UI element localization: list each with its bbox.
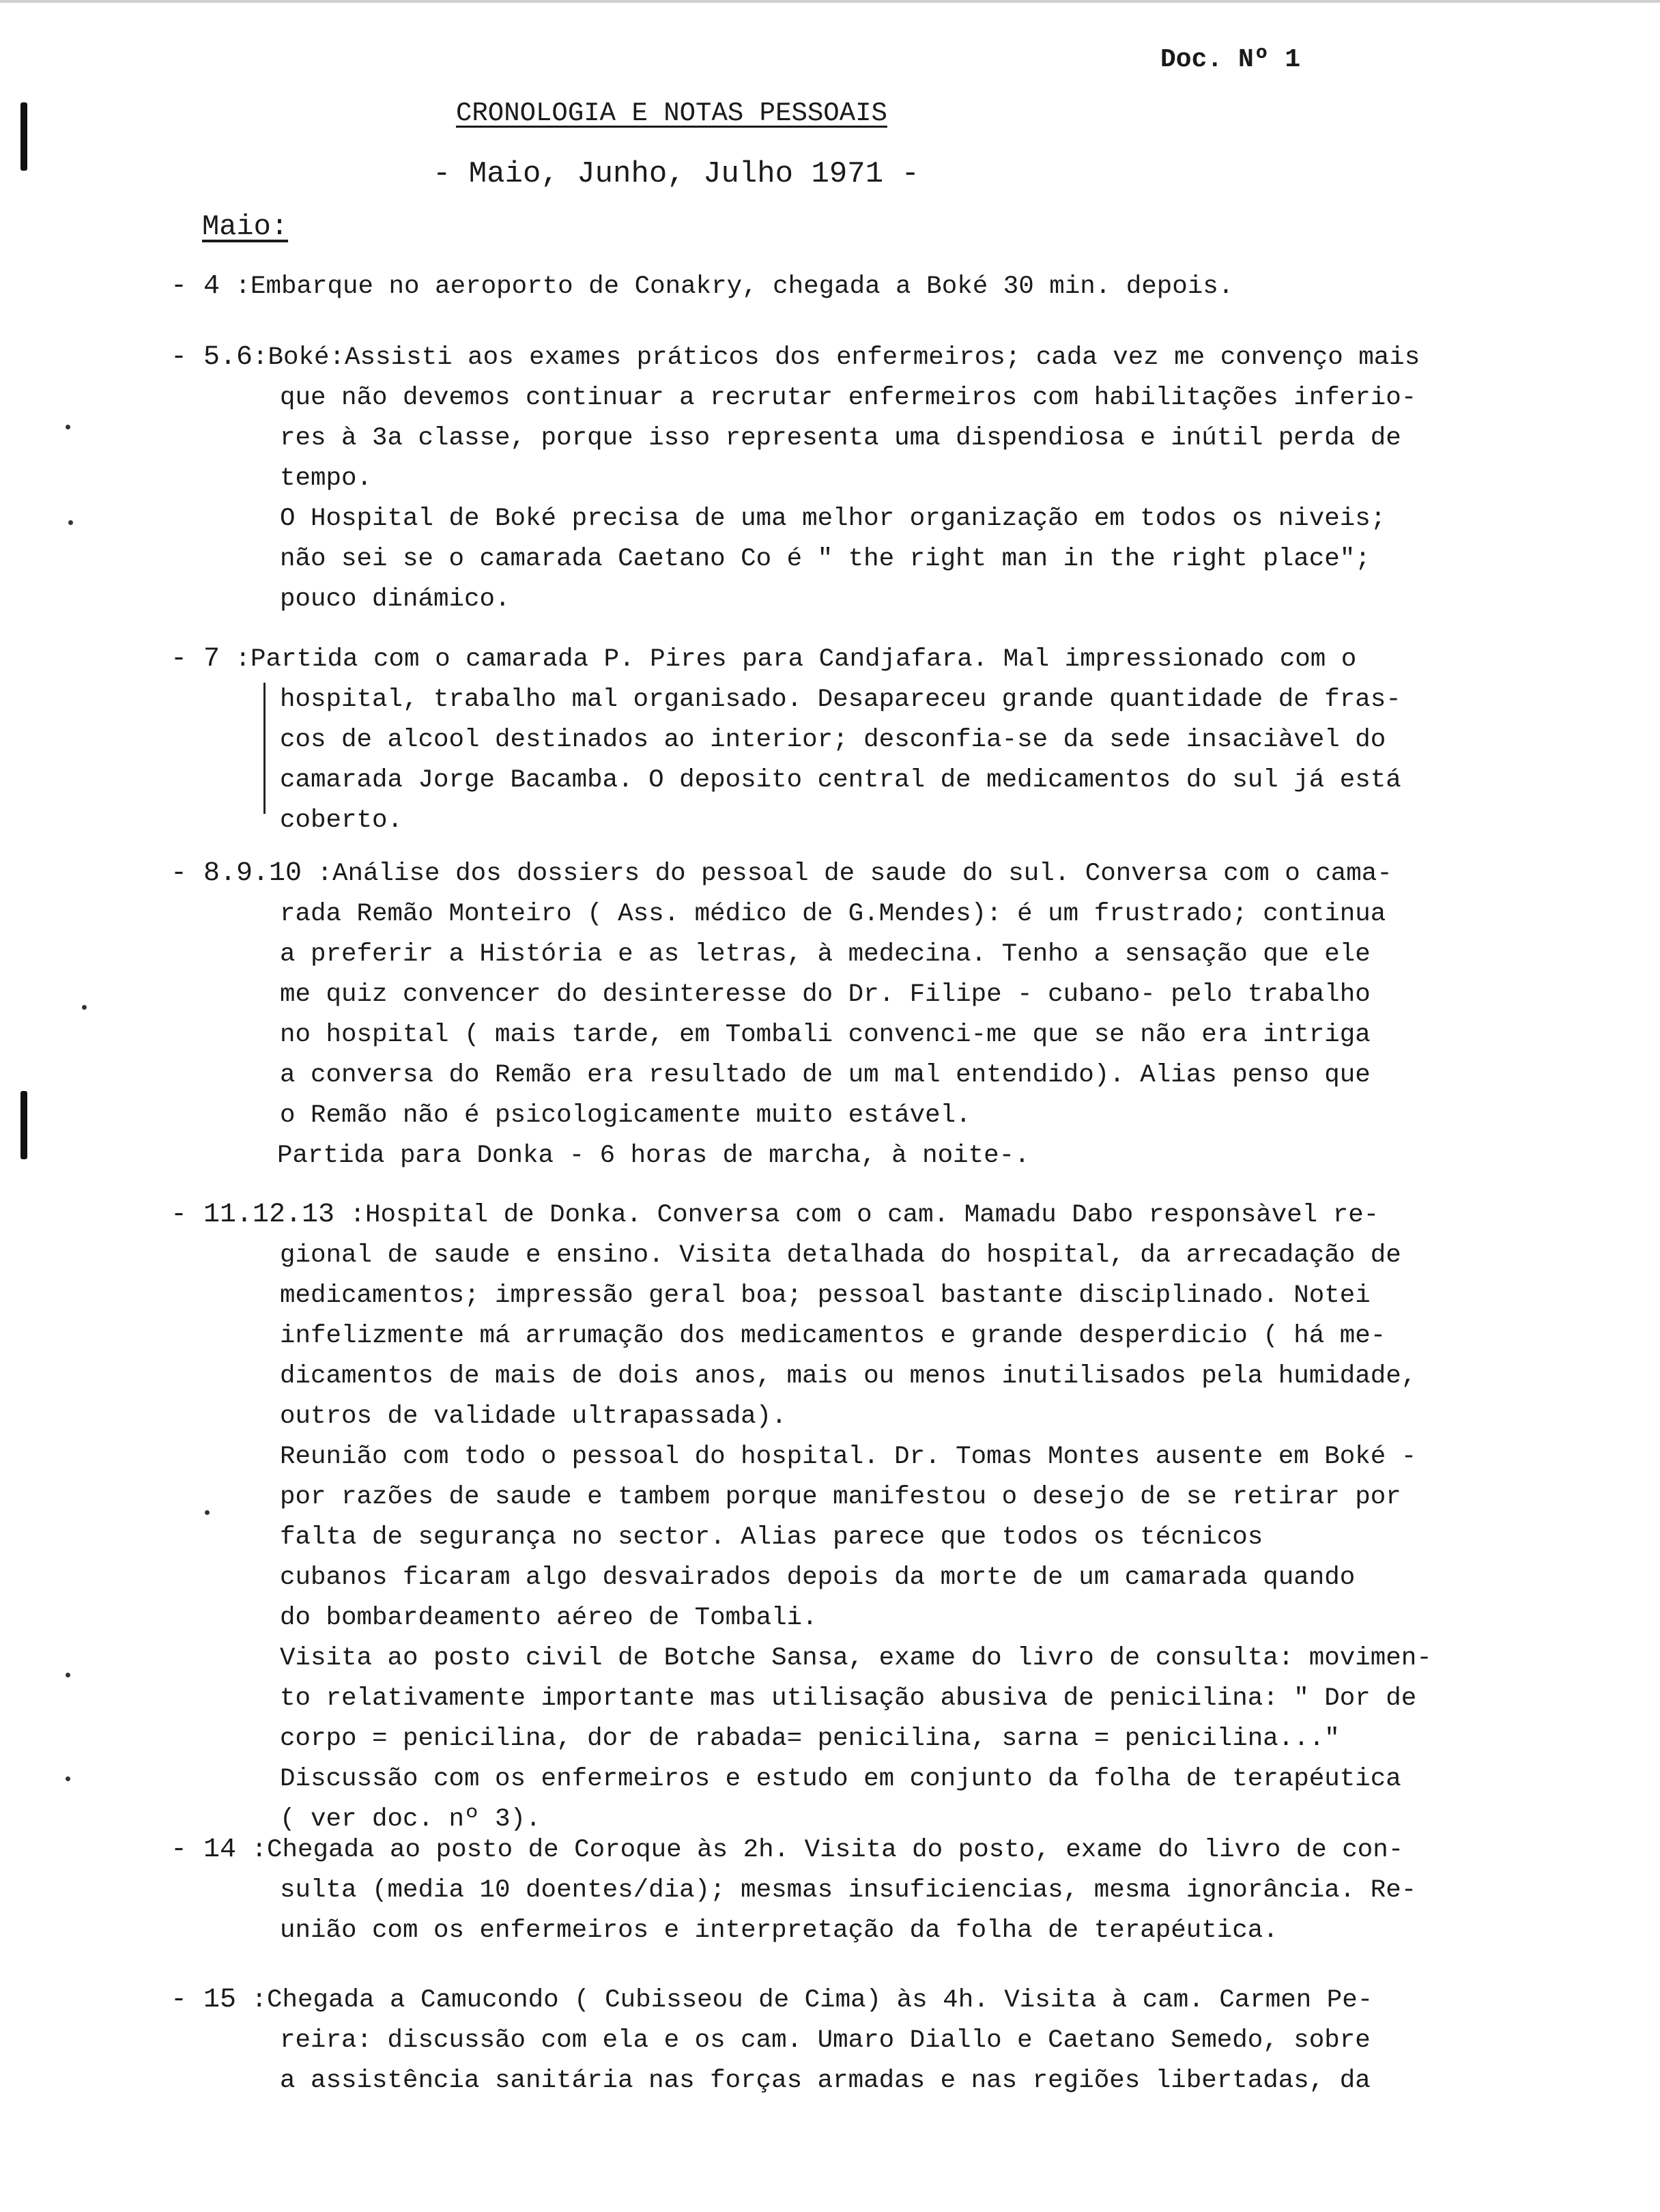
diary-entry <box>171 337 1625 620</box>
margin-mark <box>20 1091 27 1159</box>
margin-speck <box>82 1005 87 1010</box>
entry-date: - 4 <box>171 271 220 302</box>
entry-first-line <box>171 1830 1625 1871</box>
entry-first-line <box>171 266 1625 307</box>
entry-date: - 15 <box>171 1985 237 2015</box>
document-subtitle: - Maio, Junho, Julho 1971 - <box>433 157 919 191</box>
diary-entry <box>171 639 1625 841</box>
entry-date: - 14 <box>171 1834 237 1865</box>
diary-entry <box>171 1980 1625 2101</box>
entry-paragraph: reira: discussão com ela e os cam. Umaro Diallo e Caetano Semedo, sobre a assistência sanitária nas forças armadas e nas regiões libertadas, da <box>280 2026 1371 2095</box>
entry-paragraph: gional de saude e ensino. Visita detalhada do hospital, da arrecadação de medicamentos; impressão geral boa; pessoal bastante disciplinado. Notei infelizmente má arrumação dos medicamentos e grande desperdicio ( há me- dicamentos de mais de dois anos, mais ou menos inutilisados pela humidade, outros de validade ultrapassada). <box>280 1241 1417 1431</box>
entry-paragraph: Visita ao posto civil de Botche Sansa, exame do livro de consulta: movimen- to relativamente importante mas utilisação abusiva de penicilina: " Dor de corpo = penicilina, dor de rabada= penicilina, sarna = penicilina..." Discussão com os enfermeiros e estudo em conjunto da folha de terapéutica ( ver doc. nº 3). <box>280 1644 1432 1834</box>
entry-first-line <box>171 853 1625 894</box>
entry-paragraph: que não devemos continuar a recrutar enfermeiros com habilitações inferio- res à 3a classe, porque isso representa uma dispendiosa e inútil perda de tempo. <box>280 384 1417 493</box>
entry-text: :Boké:Assisti aos exames práticos dos enfermeiros; cada vez me convenço mais <box>253 343 1420 372</box>
document-title: CRONOLOGIA E NOTAS PESSOAIS <box>456 98 887 128</box>
entry-first-line <box>171 337 1625 378</box>
entry-date: - 8.9.10 <box>171 858 302 889</box>
entry-paragraph: Reunião com todo o pessoal do hospital. Dr. Tomas Montes ausente em Boké - por razões de saude e tambem porque manifestou o desejo de se retirar por falta de segurança no sector. Alias parece que todos os técnicos cubanos ficaram algo desvairados depois da morte de um camarada quando do bombardeamento aéreo de Tombali. <box>280 1443 1417 1632</box>
month-label: Maio: <box>202 210 289 243</box>
entry-text: :Hospital de Donka. Conversa com o cam. Mamadu Dabo responsàvel re- <box>334 1201 1379 1230</box>
entry-paragraph: hospital, trabalho mal organisado. Desapareceu grande quantidade de fras- cos de alcool destinados ao interior; desconfia-se da sede insaciàvel do camarada Jorge Bacamba. O deposito central de medicamentos do sul já está coberto. <box>280 685 1401 835</box>
entry-first-line <box>171 1195 1625 1236</box>
margin-speck <box>66 1776 70 1781</box>
entry-text: :Análise dos dossiers do pessoal de saude do sul. Conversa com o cama- <box>302 860 1392 888</box>
entry-date: - 7 <box>171 644 220 675</box>
diary-entry <box>171 853 1625 1176</box>
entry-paragraph: rada Remão Monteiro ( Ass. médico de G.Mendes): é um frustrado; continua a preferir a História e as letras, à medecina. Tenho a sensação que ele me quiz convencer do desinteresse do Dr. Filipe - cubano- pelo trabalho no hospital ( mais tarde, em Tombali convenci-me que se não era intriga a conversa do Remão era resultado de um mal entendido). Alias penso que o Remão não é psicologicamente muito estável. <box>280 900 1386 1130</box>
margin-bracket <box>263 683 266 814</box>
entry-paragraph: sulta (media 10 doentes/dia); mesmas insuficiencias, mesma ignorância. Re- união com os enfermeiros e interpretação da folha de terapéutica. <box>280 1876 1417 1945</box>
entry-date: - 5.6 <box>171 342 253 373</box>
margin-mark <box>20 102 27 171</box>
entry-paragraph: O Hospital de Boké precisa de uma melhor organização em todos os niveis; não sei se o camarada Caetano Co é " the right man in the right place"; pouco dinámico. <box>280 505 1386 614</box>
entry-text: :Chegada ao posto de Coroque às 2h. Visita do posto, exame do livro de con- <box>236 1836 1404 1864</box>
diary-entry <box>171 1830 1625 1951</box>
scan-top-edge <box>0 0 1660 3</box>
margin-speck <box>66 425 70 429</box>
entry-text: :Embarque no aeroporto de Conakry, chegada a Boké 30 min. depois. <box>220 272 1234 301</box>
margin-speck <box>66 1673 70 1677</box>
entry-paragraph: Partida para Donka - 6 horas de marcha, à noite-. <box>277 1142 1030 1170</box>
diary-entry <box>171 266 1625 307</box>
entry-date: - 11.12.13 <box>171 1200 335 1230</box>
doc-number: Doc. Nº 1 <box>1160 45 1301 74</box>
entry-text: :Partida com o camarada P. Pires para Candjafara. Mal impressionado com o <box>220 645 1357 674</box>
entry-text: :Chegada a Camucondo ( Cubisseou de Cima) às 4h. Visita à cam. Carmen Pe- <box>236 1986 1373 2015</box>
margin-speck <box>68 520 73 525</box>
entry-first-line <box>171 1980 1625 2021</box>
diary-entry <box>171 1195 1625 1840</box>
entry-first-line <box>171 639 1625 680</box>
